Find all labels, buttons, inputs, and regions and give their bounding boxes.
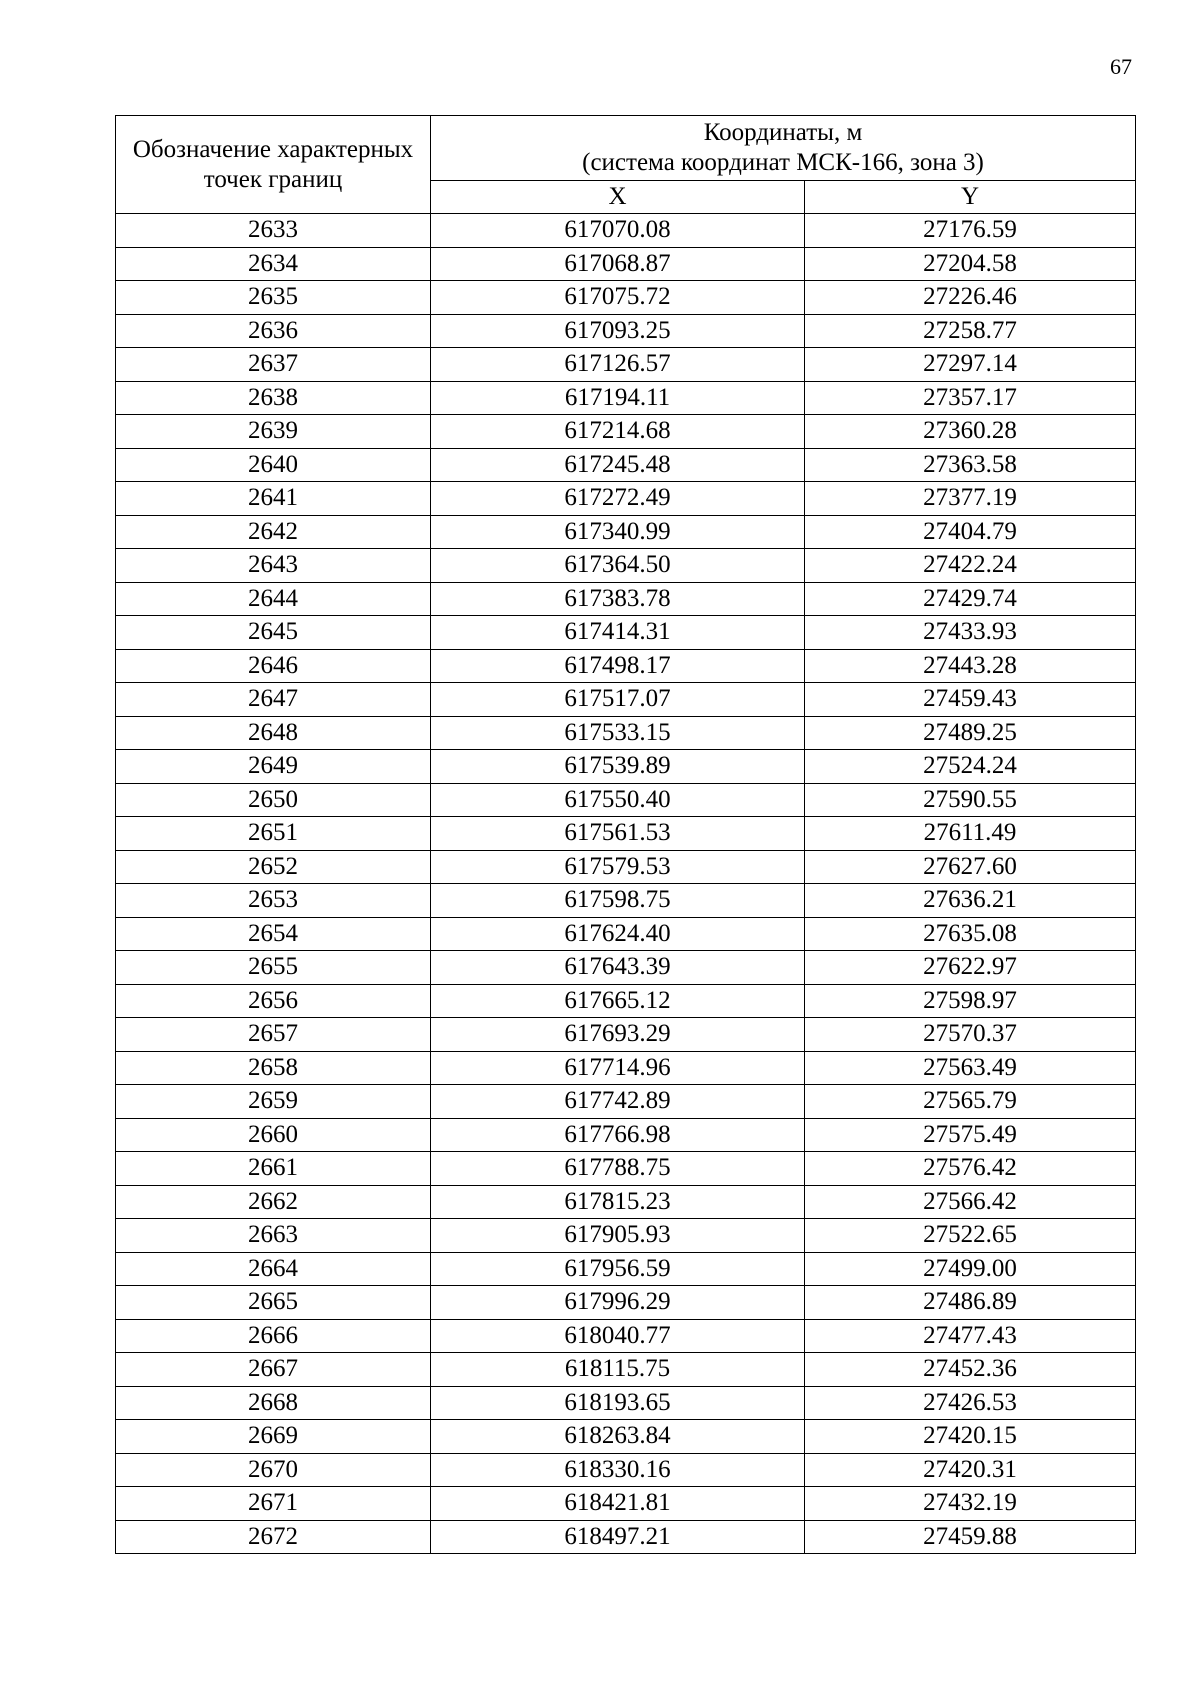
x-coordinate-cell: 617579.53 — [431, 850, 805, 884]
point-id-cell: 2638 — [116, 381, 431, 415]
x-coordinate-cell: 618193.65 — [431, 1386, 805, 1420]
table-row — [116, 1051, 1136, 1085]
x-coordinate-cell: 617070.08 — [431, 214, 805, 248]
y-coordinate-cell: 27404.79 — [805, 515, 1136, 549]
point-id-cell: 2662 — [116, 1185, 431, 1219]
table-row — [116, 884, 1136, 918]
y-coordinate-cell: 27635.08 — [805, 917, 1136, 951]
point-id-cell: 2641 — [116, 482, 431, 516]
y-coordinate-cell: 27570.37 — [805, 1018, 1136, 1052]
table-row — [116, 850, 1136, 884]
x-coordinate-cell: 617714.96 — [431, 1051, 805, 1085]
coordinates-table — [115, 115, 1136, 1554]
y-coordinate-cell: 27636.21 — [805, 884, 1136, 918]
point-id-cell: 2671 — [116, 1487, 431, 1521]
table-header — [116, 116, 1136, 214]
point-id-cell: 2669 — [116, 1420, 431, 1454]
y-coordinate-cell: 27204.58 — [805, 247, 1136, 281]
point-id-cell: 2672 — [116, 1520, 431, 1554]
table-row — [116, 549, 1136, 583]
y-coordinate-cell: 27477.43 — [805, 1319, 1136, 1353]
point-id-cell: 2652 — [116, 850, 431, 884]
table-row — [116, 1520, 1136, 1554]
table-row — [116, 1420, 1136, 1454]
y-coordinate-cell: 27443.28 — [805, 649, 1136, 683]
table-row — [116, 817, 1136, 851]
point-id-cell: 2663 — [116, 1219, 431, 1253]
x-coordinate-cell: 618115.75 — [431, 1353, 805, 1387]
y-coordinate-cell: 27459.43 — [805, 683, 1136, 717]
y-coordinate-cell: 27426.53 — [805, 1386, 1136, 1420]
x-coordinate-cell: 617364.50 — [431, 549, 805, 583]
point-id-cell: 2667 — [116, 1353, 431, 1387]
point-id-cell: 2668 — [116, 1386, 431, 1420]
table-row — [116, 917, 1136, 951]
table-row — [116, 984, 1136, 1018]
point-id-cell: 2670 — [116, 1453, 431, 1487]
table-row — [116, 1319, 1136, 1353]
y-coordinate-cell: 27590.55 — [805, 783, 1136, 817]
y-coordinate-cell: 27363.58 — [805, 448, 1136, 482]
x-coordinate-cell: 617996.29 — [431, 1286, 805, 1320]
table-body — [116, 214, 1136, 1554]
point-id-cell: 2661 — [116, 1152, 431, 1186]
point-id-cell: 2660 — [116, 1118, 431, 1152]
table-row — [116, 683, 1136, 717]
y-coordinate-cell: 27524.24 — [805, 750, 1136, 784]
x-coordinate-cell: 617414.31 — [431, 616, 805, 650]
y-coordinate-cell: 27422.24 — [805, 549, 1136, 583]
point-id-cell: 2635 — [116, 281, 431, 315]
y-coordinate-cell: 27627.60 — [805, 850, 1136, 884]
y-coordinate-cell: 27522.65 — [805, 1219, 1136, 1253]
table-row — [116, 783, 1136, 817]
y-coordinate-cell: 27377.19 — [805, 482, 1136, 516]
point-id-cell: 2666 — [116, 1319, 431, 1353]
table-row — [116, 1085, 1136, 1119]
x-coordinate-cell: 617126.57 — [431, 348, 805, 382]
table-row — [116, 247, 1136, 281]
x-coordinate-cell: 617624.40 — [431, 917, 805, 951]
x-coordinate-cell: 617693.29 — [431, 1018, 805, 1052]
x-coordinate-cell: 617533.15 — [431, 716, 805, 750]
point-id-cell: 2650 — [116, 783, 431, 817]
coordinate-system-label: (система координат МСК-166, зона 3) — [582, 149, 984, 176]
y-coordinate-cell: 27433.93 — [805, 616, 1136, 650]
point-id-cell: 2646 — [116, 649, 431, 683]
point-id-cell: 2649 — [116, 750, 431, 784]
y-coordinate-cell: 27563.49 — [805, 1051, 1136, 1085]
x-coordinate-cell: 617075.72 — [431, 281, 805, 315]
y-coordinate-cell: 27258.77 — [805, 314, 1136, 348]
y-coordinate-cell: 27429.74 — [805, 582, 1136, 616]
y-column-header: Y — [805, 181, 1136, 214]
table-row — [116, 750, 1136, 784]
table-row — [116, 1252, 1136, 1286]
table-row — [116, 314, 1136, 348]
y-coordinate-cell: 27499.00 — [805, 1252, 1136, 1286]
table-row — [116, 649, 1136, 683]
table-row — [116, 1453, 1136, 1487]
x-coordinate-cell: 617905.93 — [431, 1219, 805, 1253]
table-row — [116, 1286, 1136, 1320]
x-coordinate-cell: 617340.99 — [431, 515, 805, 549]
page-number: 67 — [1110, 54, 1132, 79]
x-coordinate-cell: 617788.75 — [431, 1152, 805, 1186]
x-coordinate-cell: 617245.48 — [431, 448, 805, 482]
table-row — [116, 582, 1136, 616]
point-id-cell: 2639 — [116, 415, 431, 449]
y-coordinate-cell: 27611.49 — [805, 817, 1136, 851]
table-row — [116, 1018, 1136, 1052]
table-row — [116, 348, 1136, 382]
point-id-cell: 2653 — [116, 884, 431, 918]
point-id-cell: 2642 — [116, 515, 431, 549]
x-coordinate-cell: 617517.07 — [431, 683, 805, 717]
point-id-cell: 2665 — [116, 1286, 431, 1320]
y-coordinate-cell: 27566.42 — [805, 1185, 1136, 1219]
point-id-cell: 2636 — [116, 314, 431, 348]
table-row — [116, 1118, 1136, 1152]
table-row — [116, 448, 1136, 482]
x-coordinate-cell: 618040.77 — [431, 1319, 805, 1353]
point-id-cell: 2664 — [116, 1252, 431, 1286]
point-id-cell: 2654 — [116, 917, 431, 951]
y-coordinate-cell: 27297.14 — [805, 348, 1136, 382]
point-id-cell: 2658 — [116, 1051, 431, 1085]
x-coordinate-cell: 618497.21 — [431, 1520, 805, 1554]
x-coordinate-cell: 618421.81 — [431, 1487, 805, 1521]
table-row — [116, 1386, 1136, 1420]
y-coordinate-cell: 27575.49 — [805, 1118, 1136, 1152]
y-coordinate-cell: 27576.42 — [805, 1152, 1136, 1186]
table-row — [116, 1487, 1136, 1521]
x-coordinate-cell: 617383.78 — [431, 582, 805, 616]
x-coordinate-cell: 617093.25 — [431, 314, 805, 348]
point-id-cell: 2648 — [116, 716, 431, 750]
point-id-cell: 2645 — [116, 616, 431, 650]
point-id-cell: 2659 — [116, 1085, 431, 1119]
y-coordinate-cell: 27432.19 — [805, 1487, 1136, 1521]
point-id-cell: 2657 — [116, 1018, 431, 1052]
table-row — [116, 1152, 1136, 1186]
point-id-cell: 2651 — [116, 817, 431, 851]
x-coordinate-cell: 617815.23 — [431, 1185, 805, 1219]
coordinates-title: Координаты, м — [703, 119, 863, 146]
y-coordinate-cell: 27459.88 — [805, 1520, 1136, 1554]
point-id-cell: 2656 — [116, 984, 431, 1018]
table-row — [116, 716, 1136, 750]
point-id-cell: 2643 — [116, 549, 431, 583]
y-coordinate-cell: 27622.97 — [805, 951, 1136, 985]
table-row — [116, 515, 1136, 549]
table-row — [116, 214, 1136, 248]
x-coordinate-cell: 618330.16 — [431, 1453, 805, 1487]
x-coordinate-cell: 617214.68 — [431, 415, 805, 449]
point-id-cell: 2655 — [116, 951, 431, 985]
y-coordinate-cell: 27176.59 — [805, 214, 1136, 248]
y-coordinate-cell: 27489.25 — [805, 716, 1136, 750]
y-coordinate-cell: 27565.79 — [805, 1085, 1136, 1119]
point-id-cell: 2634 — [116, 247, 431, 281]
x-coordinate-cell: 617272.49 — [431, 482, 805, 516]
point-id-cell: 2647 — [116, 683, 431, 717]
point-id-cell: 2637 — [116, 348, 431, 382]
table-row — [116, 415, 1136, 449]
x-coordinate-cell: 617742.89 — [431, 1085, 805, 1119]
table-row — [116, 281, 1136, 315]
table-row — [116, 951, 1136, 985]
x-coordinate-cell: 617194.11 — [431, 381, 805, 415]
y-coordinate-cell: 27357.17 — [805, 381, 1136, 415]
x-coordinate-cell: 617665.12 — [431, 984, 805, 1018]
y-coordinate-cell: 27420.31 — [805, 1453, 1136, 1487]
y-coordinate-cell: 27420.15 — [805, 1420, 1136, 1454]
coordinates-header — [431, 116, 1136, 181]
table-row — [116, 1185, 1136, 1219]
table-row — [116, 482, 1136, 516]
table-row — [116, 1353, 1136, 1387]
x-coordinate-cell: 618263.84 — [431, 1420, 805, 1454]
x-coordinate-cell: 617539.89 — [431, 750, 805, 784]
x-coordinate-cell: 617956.59 — [431, 1252, 805, 1286]
point-id-cell: 2644 — [116, 582, 431, 616]
x-column-header: X — [431, 181, 805, 214]
x-coordinate-cell: 617550.40 — [431, 783, 805, 817]
table-row — [116, 616, 1136, 650]
y-coordinate-cell: 27486.89 — [805, 1286, 1136, 1320]
table-row — [116, 381, 1136, 415]
point-id-cell: 2633 — [116, 214, 431, 248]
x-coordinate-cell: 617498.17 — [431, 649, 805, 683]
y-coordinate-cell: 27226.46 — [805, 281, 1136, 315]
point-designation-header: Обозначение характерных точек границ — [116, 116, 431, 214]
x-coordinate-cell: 617561.53 — [431, 817, 805, 851]
table-row — [116, 1219, 1136, 1253]
x-coordinate-cell: 617068.87 — [431, 247, 805, 281]
y-coordinate-cell: 27598.97 — [805, 984, 1136, 1018]
y-coordinate-cell: 27452.36 — [805, 1353, 1136, 1387]
x-coordinate-cell: 617598.75 — [431, 884, 805, 918]
x-coordinate-cell: 617643.39 — [431, 951, 805, 985]
x-coordinate-cell: 617766.98 — [431, 1118, 805, 1152]
y-coordinate-cell: 27360.28 — [805, 415, 1136, 449]
point-id-cell: 2640 — [116, 448, 431, 482]
